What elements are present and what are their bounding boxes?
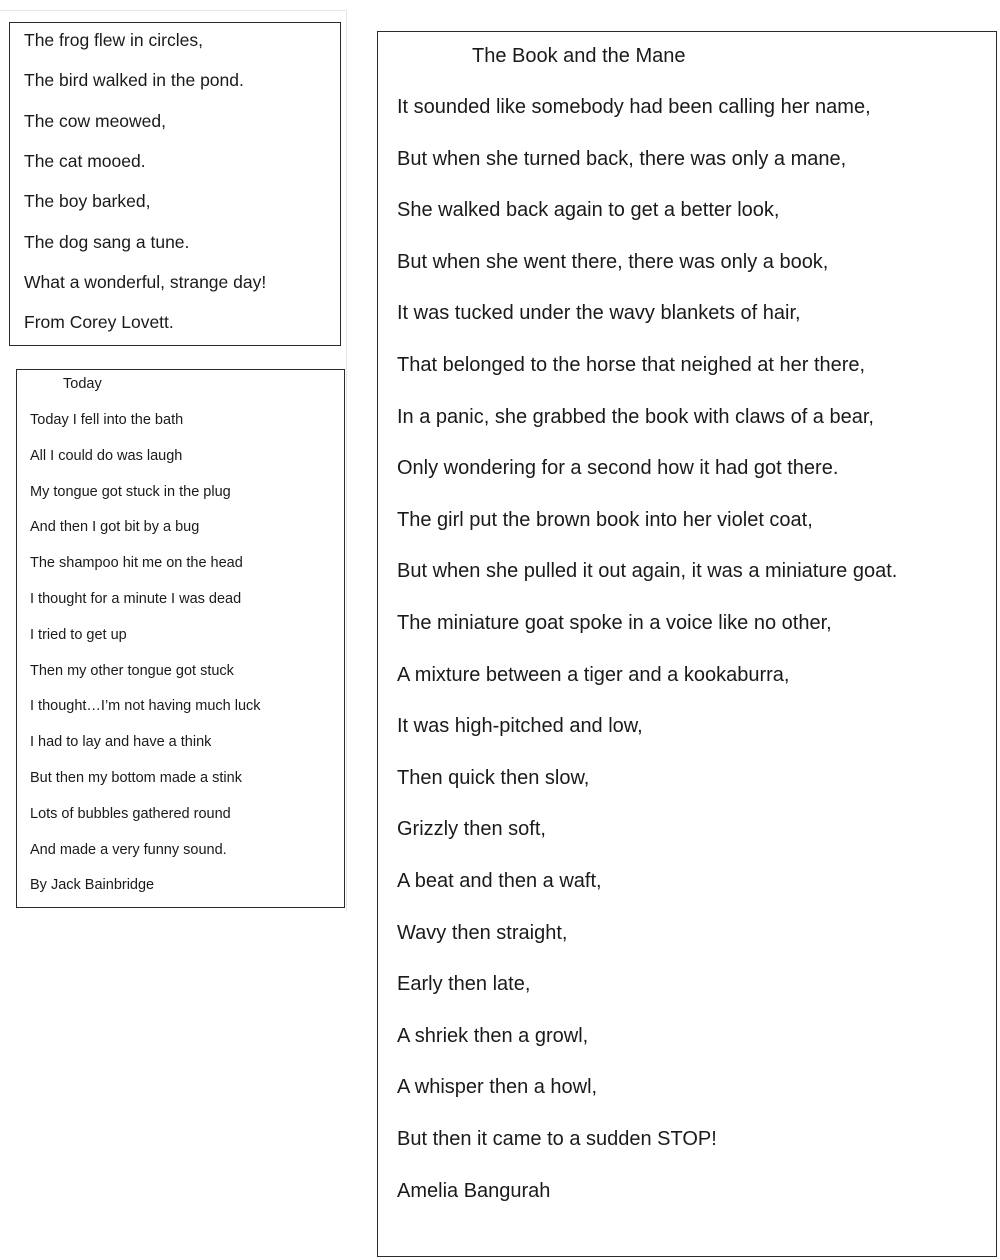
poem-line: But then it came to a sudden STOP! — [397, 1128, 717, 1150]
poem-line: She walked back again to get a better look, — [397, 199, 780, 222]
poem-line: By Jack Bainbridge — [30, 877, 155, 894]
poem-line: A whisper then a howl, — [397, 1076, 598, 1099]
poem-line: I had to lay and have a think — [30, 734, 212, 751]
poem-line: A shriek then a growl, — [397, 1024, 589, 1047]
poem-line: But when she pulled it out again, it was a miniature goat. — [397, 560, 898, 583]
poem-line: Then quick then slow, — [397, 766, 590, 789]
poem-line: It was tucked under the wavy blankets of hair, — [397, 302, 801, 325]
poem-title: Today — [63, 376, 102, 392]
poem-line: The bird walked in the pond. — [24, 70, 244, 91]
poem-line: The frog flew in circles, — [24, 30, 203, 50]
poem-line: I thought for a minute I was dead — [30, 591, 242, 607]
poem-line: Only wondering for a second how it had got there. — [397, 457, 839, 480]
poem-line: Early then late, — [397, 973, 531, 996]
poem-box-frog — [9, 22, 341, 346]
poem-line: Grizzly then soft, — [397, 818, 546, 841]
poem-line: But then my bottom made a stink — [30, 770, 242, 786]
poem-line: But when she went there, there was only a book, — [397, 250, 829, 273]
poem-line: My tongue got stuck in the plug — [30, 483, 231, 500]
poem-line: It sounded like somebody had been calling her name, — [397, 96, 871, 118]
poem-line: I thought…I’m not having much luck — [30, 698, 261, 715]
poem-line: The dog sang a tune. — [24, 231, 190, 252]
poem-line: The girl put the brown book into her violet coat, — [397, 508, 813, 531]
poem-line: From Corey Lovett. — [24, 312, 174, 333]
poem-line: I tried to get up — [30, 626, 127, 643]
poem-line: A mixture between a tiger and a kookaburra, — [397, 663, 790, 686]
poem-line: But when she turned back, there was only a mane, — [397, 147, 847, 170]
poem-line: Wavy then straight, — [397, 921, 568, 944]
poem-box-book-and-mane — [377, 31, 997, 1257]
poem-line: Then my other tongue got stuck — [30, 662, 234, 679]
poem-line: And then I got bit by a bug — [30, 519, 200, 536]
poem-line: That belonged to the horse that neighed at her there, — [397, 354, 866, 376]
poem-line: All I could do was laugh — [30, 447, 183, 464]
poem-line: The cat mooed. — [24, 150, 146, 171]
poem-line: Today I fell into the bath — [30, 412, 184, 428]
poem-line: Amelia Bangurah — [397, 1179, 551, 1202]
poem-line: The boy barked, — [24, 191, 151, 212]
poem-line: A beat and then a waft, — [397, 870, 602, 892]
poem-line: And made a very funny sound. — [30, 841, 227, 858]
poem-line: In a panic, she grabbed the book with claws of a bear, — [397, 405, 874, 428]
poem-box-today — [16, 369, 345, 908]
poem-title: The Book and the Mane — [472, 45, 686, 67]
poem-line: Lots of bubbles gathered round — [30, 805, 231, 822]
poem-line: It was high-pitched and low, — [397, 715, 643, 738]
poem-line: The cow meowed, — [24, 110, 167, 131]
poem-line: The miniature goat spoke in a voice like no other, — [397, 612, 832, 634]
poem-line: The shampoo hit me on the head — [30, 555, 243, 572]
poem-line: What a wonderful, strange day! — [24, 271, 267, 292]
